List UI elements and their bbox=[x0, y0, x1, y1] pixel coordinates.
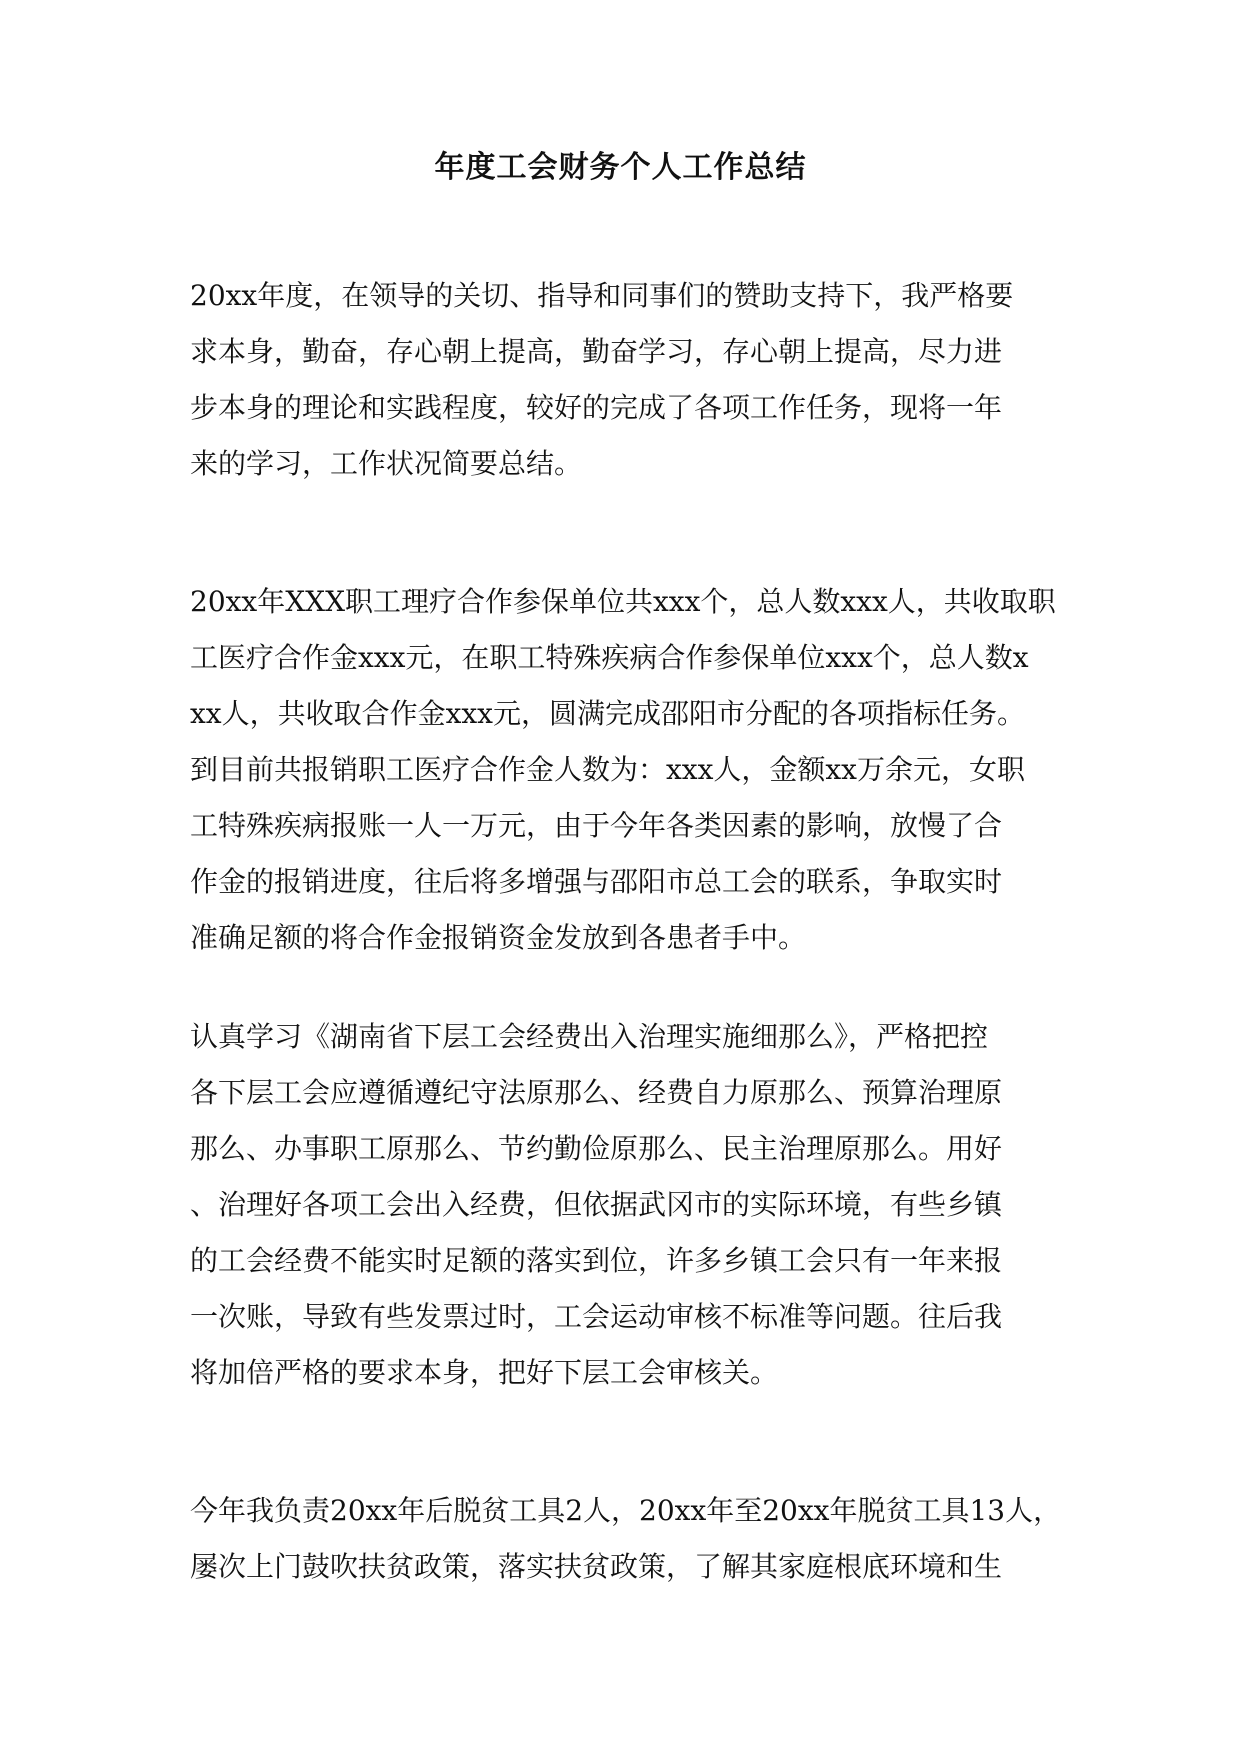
text-line: 20xx年XXX职工理疗合作参保单位共xxx个，总人数xxx人，共收取职 bbox=[190, 585, 1056, 618]
text-line: 作金的报销进度，往后将多增强与邵阳市总工会的联系，争取实时 bbox=[190, 865, 1003, 898]
text-line: 步本身的理论和实践程度，较好的完成了各项工作任务，现将一年 bbox=[190, 391, 1003, 424]
paragraph-3 bbox=[190, 1009, 1050, 1401]
text-line: 那么、办事职工原那么、节约勤俭原那么、民主治理原那么。用好 bbox=[190, 1132, 1003, 1165]
text-line: 求本身，勤奋，存心朝上提高，勤奋学习，存心朝上提高，尽力进 bbox=[190, 335, 1003, 368]
text-line: 各下层工会应遵循遵纪守法原那么、经费自力原那么、预算治理原 bbox=[190, 1076, 1003, 1109]
text-line: 认真学习《湖南省下层工会经费出入治理实施细那么》，严格把控 bbox=[190, 1020, 989, 1053]
text-line: 工特殊疾病报账一人一万元，由于今年各类因素的影响，放慢了合 bbox=[190, 809, 1003, 842]
text-line: 20xx年度，在领导的关切、指导和同事们的赞助支持下，我严格要 bbox=[190, 279, 1014, 312]
paragraph-4 bbox=[190, 1483, 1062, 1595]
text-line: xx人，共收取合作金xxx元，圆满完成邵阳市分配的各项指标任务。 bbox=[190, 697, 1025, 730]
text-line: 一次账，导致有些发票过时，工会运动审核不标准等问题。往后我 bbox=[190, 1300, 1003, 1333]
document-title: 年度工会财务个人工作总结 bbox=[434, 150, 807, 185]
text-line: 、治理好各项工会出入经费，但依据武冈市的实际环境，有些乡镇 bbox=[190, 1188, 1003, 1221]
text-line: 准确足额的将合作金报销资金发放到各患者手中。 bbox=[190, 921, 807, 954]
text-line: 来的学习，工作状况简要总结。 bbox=[190, 447, 583, 480]
paragraph-1 bbox=[190, 268, 1050, 492]
paragraph-2 bbox=[190, 574, 1056, 966]
text-line: 屡次上门鼓吹扶贫政策，落实扶贫政策，了解其家庭根底环境和生 bbox=[190, 1550, 1003, 1583]
text-line: 到目前共报销职工医疗合作金人数为：xxx人，金额xx万余元，女职 bbox=[190, 753, 1025, 786]
text-line: 将加倍严格的要求本身，把好下层工会审核关。 bbox=[190, 1356, 779, 1389]
text-line: 的工会经费不能实时足额的落实到位，许多乡镇工会只有一年来报 bbox=[190, 1244, 1003, 1277]
text-line: 工医疗合作金xxx元，在职工特殊疾病合作参保单位xxx个，总人数x bbox=[190, 641, 1029, 674]
text-line: 今年我负责20xx年后脱贫工具2人，20xx年至20xx年脱贫工具13人， bbox=[190, 1494, 1062, 1527]
